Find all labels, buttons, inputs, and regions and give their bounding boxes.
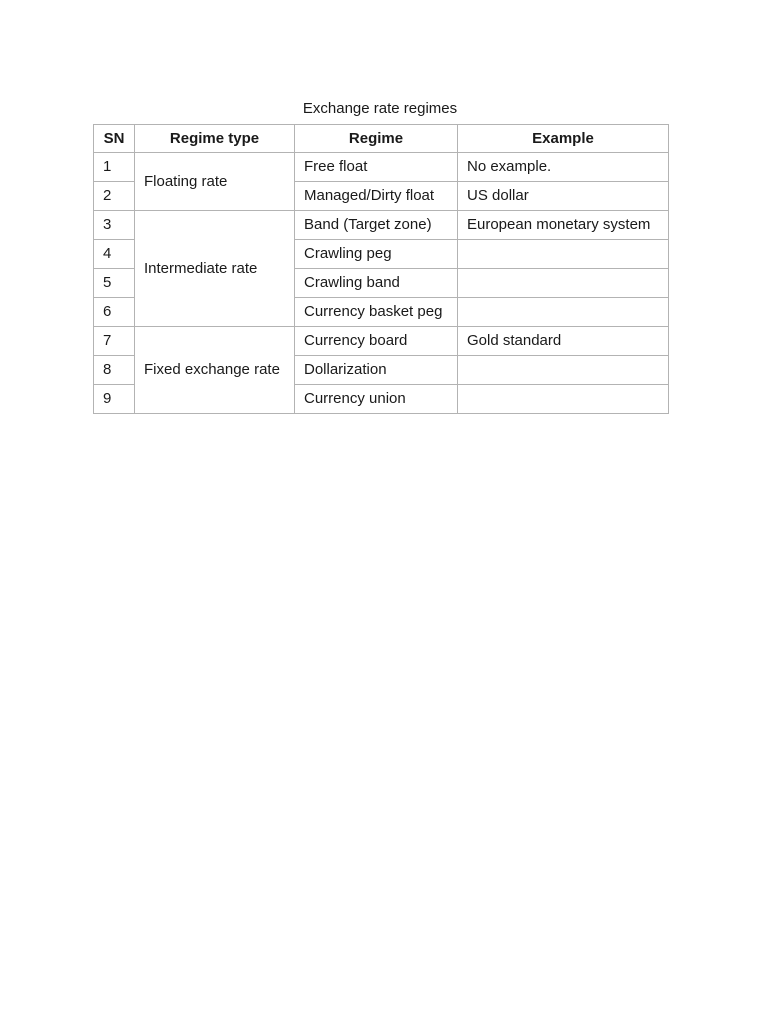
regime-cell: Crawling peg (295, 240, 458, 269)
example-cell (458, 269, 669, 298)
table-row (94, 327, 669, 356)
regime-type-cell: Fixed exchange rate (135, 327, 295, 414)
sn-cell: 6 (94, 298, 135, 327)
sn-cell: 3 (94, 211, 135, 240)
sn-cell: 4 (94, 240, 135, 269)
header-row (94, 125, 669, 153)
header-regime: Regime (295, 125, 458, 153)
regime-cell: Managed/Dirty float (295, 182, 458, 211)
example-cell (458, 385, 669, 414)
table-row (94, 211, 669, 240)
regime-cell: Currency board (295, 327, 458, 356)
regime-cell: Band (Target zone) (295, 211, 458, 240)
sn-cell: 1 (94, 153, 135, 182)
sn-cell: 5 (94, 269, 135, 298)
header-example: Example (458, 125, 669, 153)
example-cell: European monetary system (458, 211, 669, 240)
example-cell (458, 240, 669, 269)
header-regime-type: Regime type (135, 125, 295, 153)
regime-type-cell: Intermediate rate (135, 211, 295, 327)
header-sn: SN (94, 125, 135, 153)
sn-cell: 9 (94, 385, 135, 414)
sn-cell: 8 (94, 356, 135, 385)
example-cell (458, 356, 669, 385)
regime-cell: Currency basket peg (295, 298, 458, 327)
table-row (94, 153, 669, 182)
example-cell: No example. (458, 153, 669, 182)
table-caption: Exchange rate regimes (302, 100, 458, 117)
table-body (94, 153, 669, 414)
exchange-rate-regimes-table (93, 124, 669, 414)
example-cell: Gold standard (458, 327, 669, 356)
example-cell (458, 298, 669, 327)
example-cell: US dollar (458, 182, 669, 211)
regime-cell: Free float (295, 153, 458, 182)
regime-cell: Dollarization (295, 356, 458, 385)
regime-cell: Crawling band (295, 269, 458, 298)
regime-cell: Currency union (295, 385, 458, 414)
sn-cell: 7 (94, 327, 135, 356)
regime-type-cell: Floating rate (135, 153, 295, 211)
sn-cell: 2 (94, 182, 135, 211)
